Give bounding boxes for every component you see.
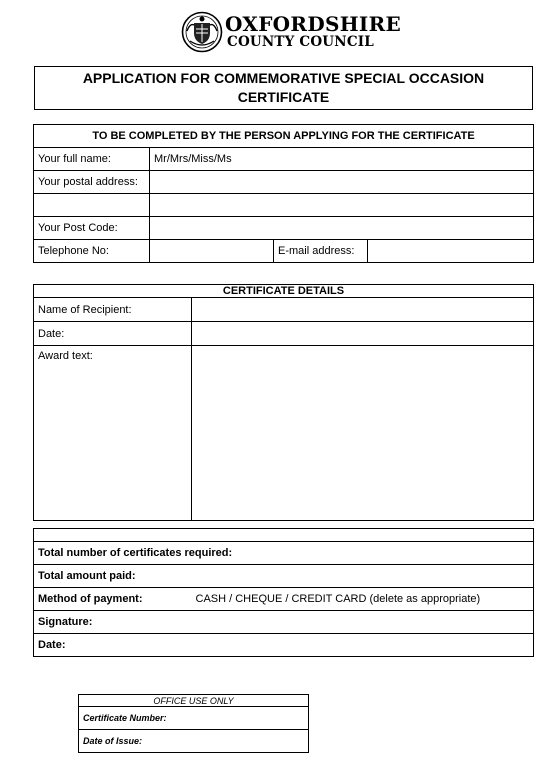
table-row	[34, 542, 534, 565]
office-use-header: OFFICE USE ONLY	[79, 695, 309, 707]
payment-table	[33, 528, 534, 657]
payment-method-options[interactable]: CASH / CHEQUE / CREDIT CARD (delete as appropriate)	[192, 588, 534, 611]
table-row	[34, 588, 534, 611]
table-row	[34, 298, 534, 322]
office-use-table	[78, 694, 309, 753]
table-row	[34, 125, 534, 148]
table-row	[34, 346, 534, 521]
applicant-section-header: TO BE COMPLETED BY THE PERSON APPLYING FOR THE CERTIFICATE	[34, 125, 534, 148]
form-title-box	[34, 66, 533, 110]
applicant-details-table	[33, 124, 534, 263]
county-crest-icon	[181, 11, 223, 53]
table-row	[34, 634, 534, 657]
table-row	[34, 611, 534, 634]
date-of-issue-label[interactable]: Date of Issue:	[79, 730, 309, 753]
postal-address-field-1[interactable]	[150, 171, 534, 194]
postal-address-field-2[interactable]	[150, 194, 534, 217]
certificate-details-table	[33, 284, 534, 521]
table-row	[79, 695, 309, 707]
certificate-section-header: CERTIFICATE DETAILS	[34, 285, 534, 298]
total-certificates-label[interactable]: Total number of certificates required:	[34, 542, 534, 565]
table-row	[34, 322, 534, 346]
table-row	[79, 707, 309, 730]
logo-text-line2: COUNTY COUNCIL	[227, 34, 374, 50]
recipient-field[interactable]	[192, 298, 534, 322]
email-field[interactable]	[368, 240, 534, 263]
recipient-label: Name of Recipient:	[34, 298, 192, 322]
table-row	[34, 171, 534, 194]
payment-method-label: Method of payment:	[34, 588, 192, 611]
post-code-label: Your Post Code:	[34, 217, 150, 240]
table-row	[34, 565, 534, 588]
table-row	[79, 730, 309, 753]
certificate-date-field[interactable]	[192, 322, 534, 346]
table-row	[34, 529, 534, 542]
certificate-date-label: Date:	[34, 322, 192, 346]
table-row	[34, 285, 534, 298]
signature-label[interactable]: Signature:	[34, 611, 534, 634]
full-name-label: Your full name:	[34, 148, 150, 171]
payment-date-label[interactable]: Date:	[34, 634, 534, 657]
council-logo	[181, 11, 402, 55]
logo-text-line1: OXFORDSHIRE	[225, 12, 402, 36]
postal-address-label-blank	[34, 194, 150, 217]
telephone-label: Telephone No:	[34, 240, 150, 263]
table-row	[34, 240, 534, 263]
award-text-field[interactable]	[192, 346, 534, 521]
total-paid-label[interactable]: Total amount paid:	[34, 565, 534, 588]
telephone-field[interactable]	[150, 240, 274, 263]
certificate-number-label[interactable]: Certificate Number:	[79, 707, 309, 730]
table-row	[34, 217, 534, 240]
full-name-field[interactable]: Mr/Mrs/Miss/Ms	[150, 148, 534, 171]
award-text-label: Award text:	[34, 346, 192, 521]
post-code-field[interactable]	[150, 217, 534, 240]
table-row	[34, 194, 534, 217]
form-title: APPLICATION FOR COMMEMORATIVE SPECIAL OCCASION CERTIFICATE	[82, 70, 485, 105]
payment-blank-header	[34, 529, 534, 542]
email-label: E-mail address:	[274, 240, 368, 263]
table-row	[34, 148, 534, 171]
postal-address-label: Your postal address:	[34, 171, 150, 194]
